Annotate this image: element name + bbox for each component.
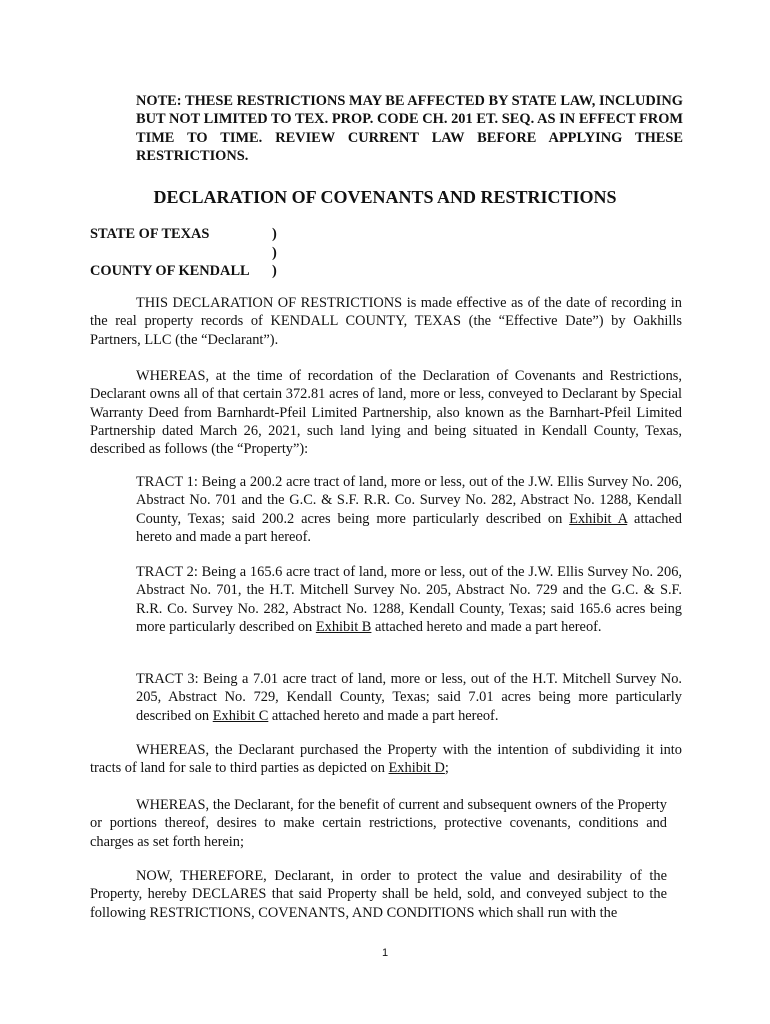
county-label: COUNTY OF KENDALL: [90, 263, 250, 280]
intro-text: THIS DECLARATION OF RESTRICTIONS is made effective as of the date of recording in the real property records of KENDALL COUNTY, TEXAS (the “Effective Date”) by Oakhills Partners, LLC (the “Declarant”).: [90, 295, 682, 348]
tract-3: [136, 670, 682, 725]
tract-1-text-end: attached hereto and made a part hereof.: [136, 510, 682, 545]
tract-1-text: TRACT 1: Being a 200.2 acre tract of land, more or less, out of the J.W. Ellis Survey No. 206, Abstract No. 701 and the G.C. & S.F. R.R. Co. Survey No. 282, Abstract No. 1288, Kendall County, Texas; said 200.2 acres being more particularly described on: [136, 474, 682, 527]
tract-2-text-end: attached hereto and made a part hereof.: [371, 618, 602, 635]
tract-2-text: TRACT 2: Being a 165.6 acre tract of land, more or less, out of the J.W. Ellis Survey No. 206, Abstract No. 701, the H.T. Mitchell Survey No. 205, Abstract No. 729 and the G.C. & S.F. R.R. Co. Survey No. 282, Abstract No. 1288, Kendall County, Texas; said 165.6 acres being more particularly described on: [136, 564, 682, 635]
now-therefore-paragraph: [90, 867, 667, 922]
intro-paragraph: [90, 294, 682, 349]
exhibit-a-ref: Exhibit A: [569, 510, 628, 527]
whereas-paragraph-2: [90, 741, 682, 778]
whereas-2-text: WHEREAS, the Declarant purchased the Property with the intention of subdividing it into tracts of land for sale to third parties as depicted on: [90, 742, 682, 777]
tract-2: [136, 563, 682, 636]
caption-paren: ): [272, 244, 277, 261]
now-therefore-text: NOW, THEREFORE, Declarant, in order to protect the value and desirability of the Property, hereby DECLARES that said Property shall be held, sold, and conveyed subject to the following RESTRICTIONS, COVENANTS, AND CONDITIONS which shall run with the: [90, 868, 667, 921]
whereas-paragraph-1: [90, 367, 682, 458]
state-law-note: NOTE: THESE RESTRICTIONS MAY BE AFFECTED BY STATE LAW, INCLUDING BUT NOT LIMITED TO TEX. PROP. CODE CH. 201 ET. SEQ. AS IN EFFECT FROM TIME TO TIME. REVIEW CURRENT LAW BEFORE APPLYING THESE RESTRICTIONS.: [136, 93, 683, 165]
tract-1: [136, 473, 682, 546]
exhibit-c-ref: Exhibit C: [212, 707, 269, 724]
whereas-1-text: WHEREAS, at the time of recordation of the Declaration of Covenants and Restrictions, Declarant owns all of that certain 372.81 acres of land, more or less, conveyed to Declarant by Special Warranty Deed from Barnhardt-Pfeil Limited Partnership, also known as the Barnhart-Pfeil Limited Partnership dated March 26, 2021, such land lying and being situated in Kendall County, Texas, described as follows (the “Property”):: [90, 368, 682, 458]
caption-paren: ): [272, 226, 277, 242]
whereas-2-text-end: ;: [444, 760, 449, 777]
exhibit-b-ref: Exhibit B: [315, 618, 372, 635]
tract-3-text: TRACT 3: Being a 7.01 acre tract of land, more or less, out of the H.T. Mitchell Survey No. 205, Abstract No. 729, Kendall County, Texas; said 7.01 acres being more particularly described on: [136, 671, 682, 724]
document-title: DECLARATION OF COVENANTS AND RESTRICTIONS: [153, 187, 617, 207]
tract-3-text-end: attached hereto and made a part hereof.: [268, 707, 499, 724]
whereas-3-text: WHEREAS, the Declarant, for the benefit of current and subsequent owners of the Property or portions thereof, desires to make certain restrictions, protective covenants, conditions and charges as set forth herein;: [90, 797, 667, 850]
page-number: 1: [381, 947, 389, 959]
whereas-paragraph-3: [90, 796, 667, 851]
caption-paren: ): [272, 263, 277, 280]
exhibit-d-ref: Exhibit D: [388, 760, 445, 777]
state-label: STATE OF TEXAS: [90, 226, 210, 242]
venue-caption: [90, 225, 390, 281]
